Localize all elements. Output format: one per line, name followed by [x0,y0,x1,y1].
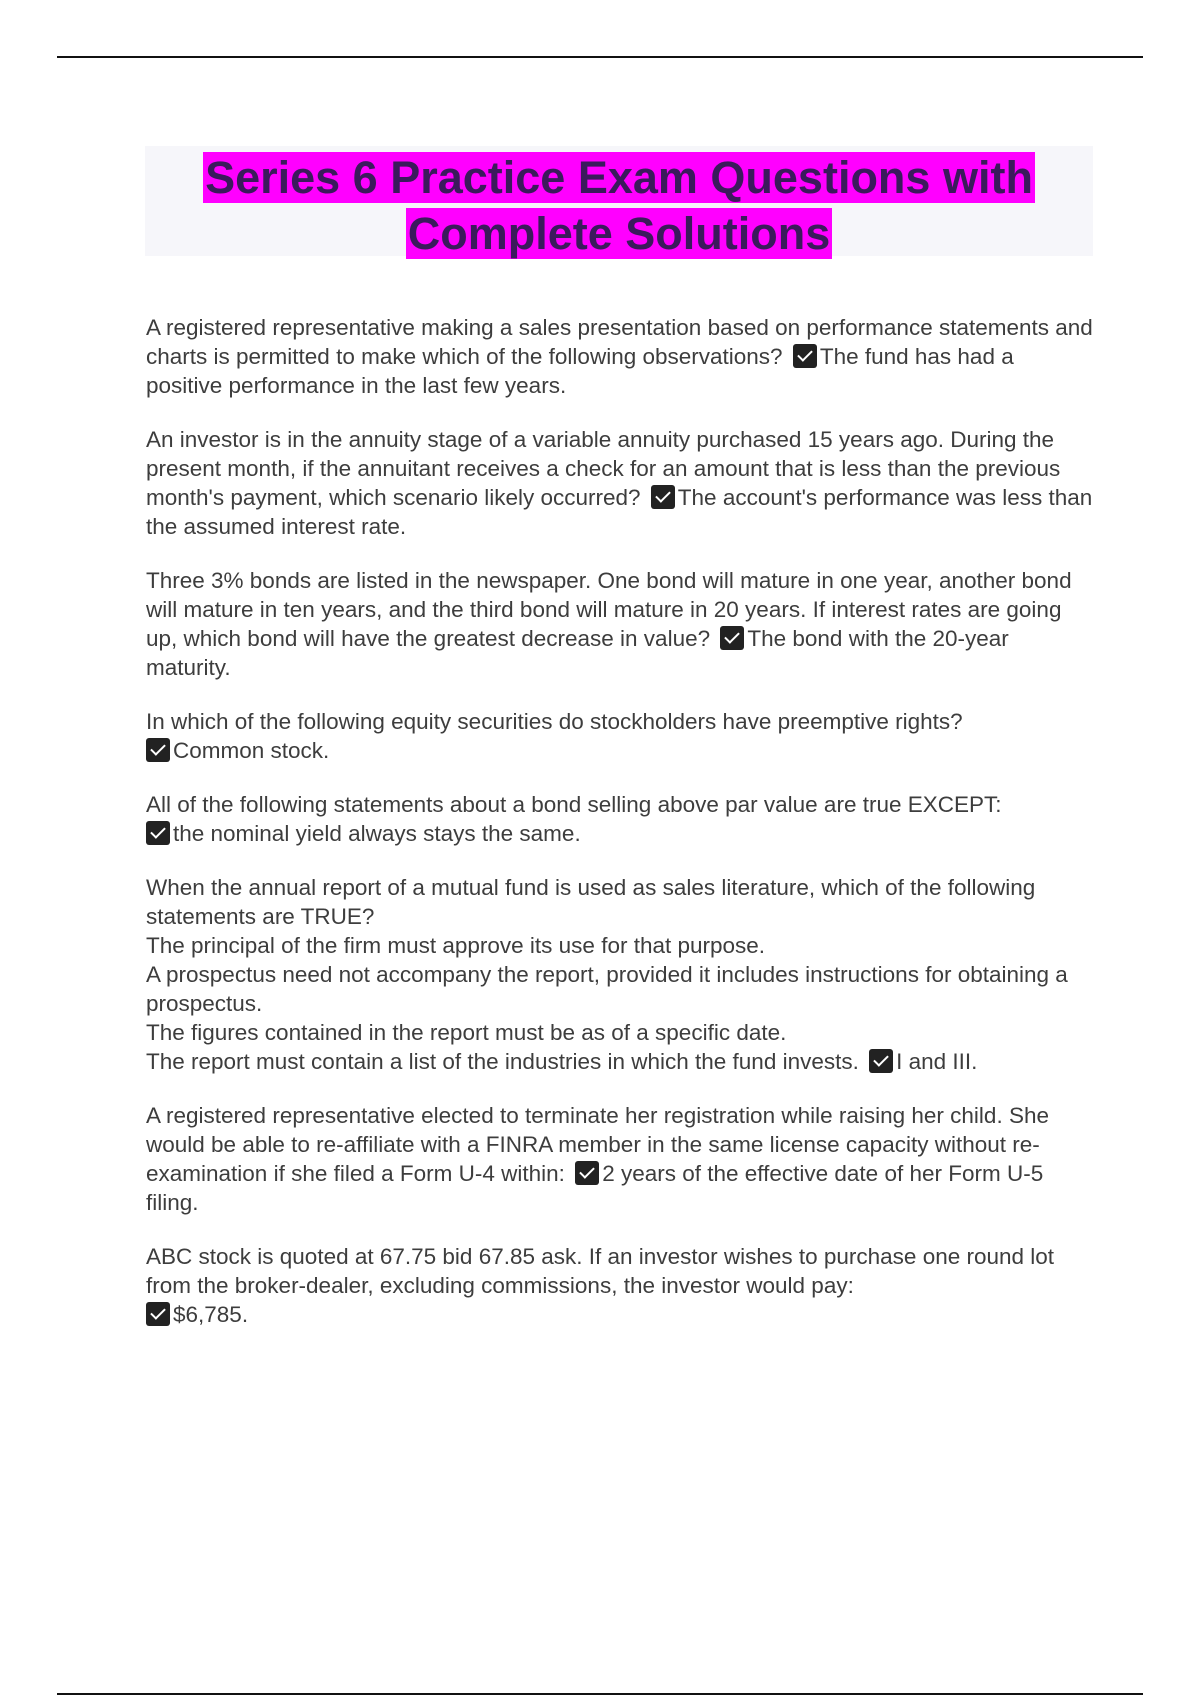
answer-text: 2 years of the effective date of her Form U-5 filing. [146,1161,1044,1215]
checkbox-checked-icon [575,1161,599,1185]
qa-item-5 [146,790,1096,848]
checkbox-checked-icon [720,626,744,650]
statement-4: The report must contain a list of the industries in which the fund invests. [146,1049,859,1074]
question-text: All of the following statements about a bond selling above par value are true EXCEPT: [146,792,1002,817]
qa-item-8 [146,1242,1096,1329]
checkbox-checked-icon [146,1302,170,1326]
answer-text: I and III. [896,1049,978,1074]
statement-3: The figures contained in the report must be as of a specific date. [146,1020,787,1045]
qa-item-3 [146,566,1096,682]
question-text: When the annual report of a mutual fund is used as sales literature, which of the following statements are TRUE? [146,875,1036,929]
qa-item-7 [146,1101,1096,1217]
question-text: A registered representative making a sales presentation based on performance statements and charts is permitted to make which of the following observations? [146,315,1093,369]
checkbox-checked-icon [869,1049,893,1073]
question-text: In which of the following equity securities do stockholders have preemptive rights? [146,709,963,734]
title-line-1: Series 6 Practice Exam Questions with [205,152,1033,203]
answer-text: The bond with the 20-year maturity. [146,626,1009,680]
answer-text: Common stock. [173,738,330,763]
page-title [145,146,1093,262]
question-text: ABC stock is quoted at 67.75 bid 67.85 ask. If an investor wishes to purchase one round lot from the broker-dealer, excluding commissions, the investor would pay: [146,1244,1055,1298]
statement-1: The principal of the firm must approve its use for that purpose. [146,933,766,958]
answer-text: $6,785. [173,1302,249,1327]
qa-item-2 [146,425,1096,541]
title-banner [145,146,1093,259]
checkbox-checked-icon [146,821,170,845]
qa-item-6 [146,873,1096,1076]
statement-2: A prospectus need not accompany the report, provided it includes instructions for obtaining a prospectus. [146,962,1068,1016]
top-rule [57,56,1143,58]
qa-item-4 [146,707,1096,765]
checkbox-checked-icon [651,485,675,509]
bottom-rule [57,1693,1143,1695]
checkbox-checked-icon [146,738,170,762]
question-text: A registered representative elected to terminate her registration while raising her child. She would be able to re-affiliate with a FINRA member in the same license capacity without re-examination if she filed a Form U-4 within: [146,1103,1049,1186]
question-text: Three 3% bonds are listed in the newspaper. One bond will mature in one year, another bond will mature in ten years, and the third bond will mature in 20 years. If interest rates are going up, which bond will have the greatest decrease in value? [146,568,1072,651]
title-line-2: Complete Solutions [407,208,831,259]
answer-text: The fund has had a positive performance in the last few years. [146,344,1014,398]
qa-item-1 [146,313,1096,400]
answer-text: The account's performance was less than the assumed interest rate. [146,485,1093,539]
question-text: An investor is in the annuity stage of a variable annuity purchased 15 years ago. During the present month, if the annuitant receives a check for an amount that is less than the previous month's payment, which scenario likely occurred? [146,427,1061,510]
qa-list [146,313,1096,1354]
answer-text: the nominal yield always stays the same. [173,821,581,846]
checkbox-checked-icon [793,344,817,368]
